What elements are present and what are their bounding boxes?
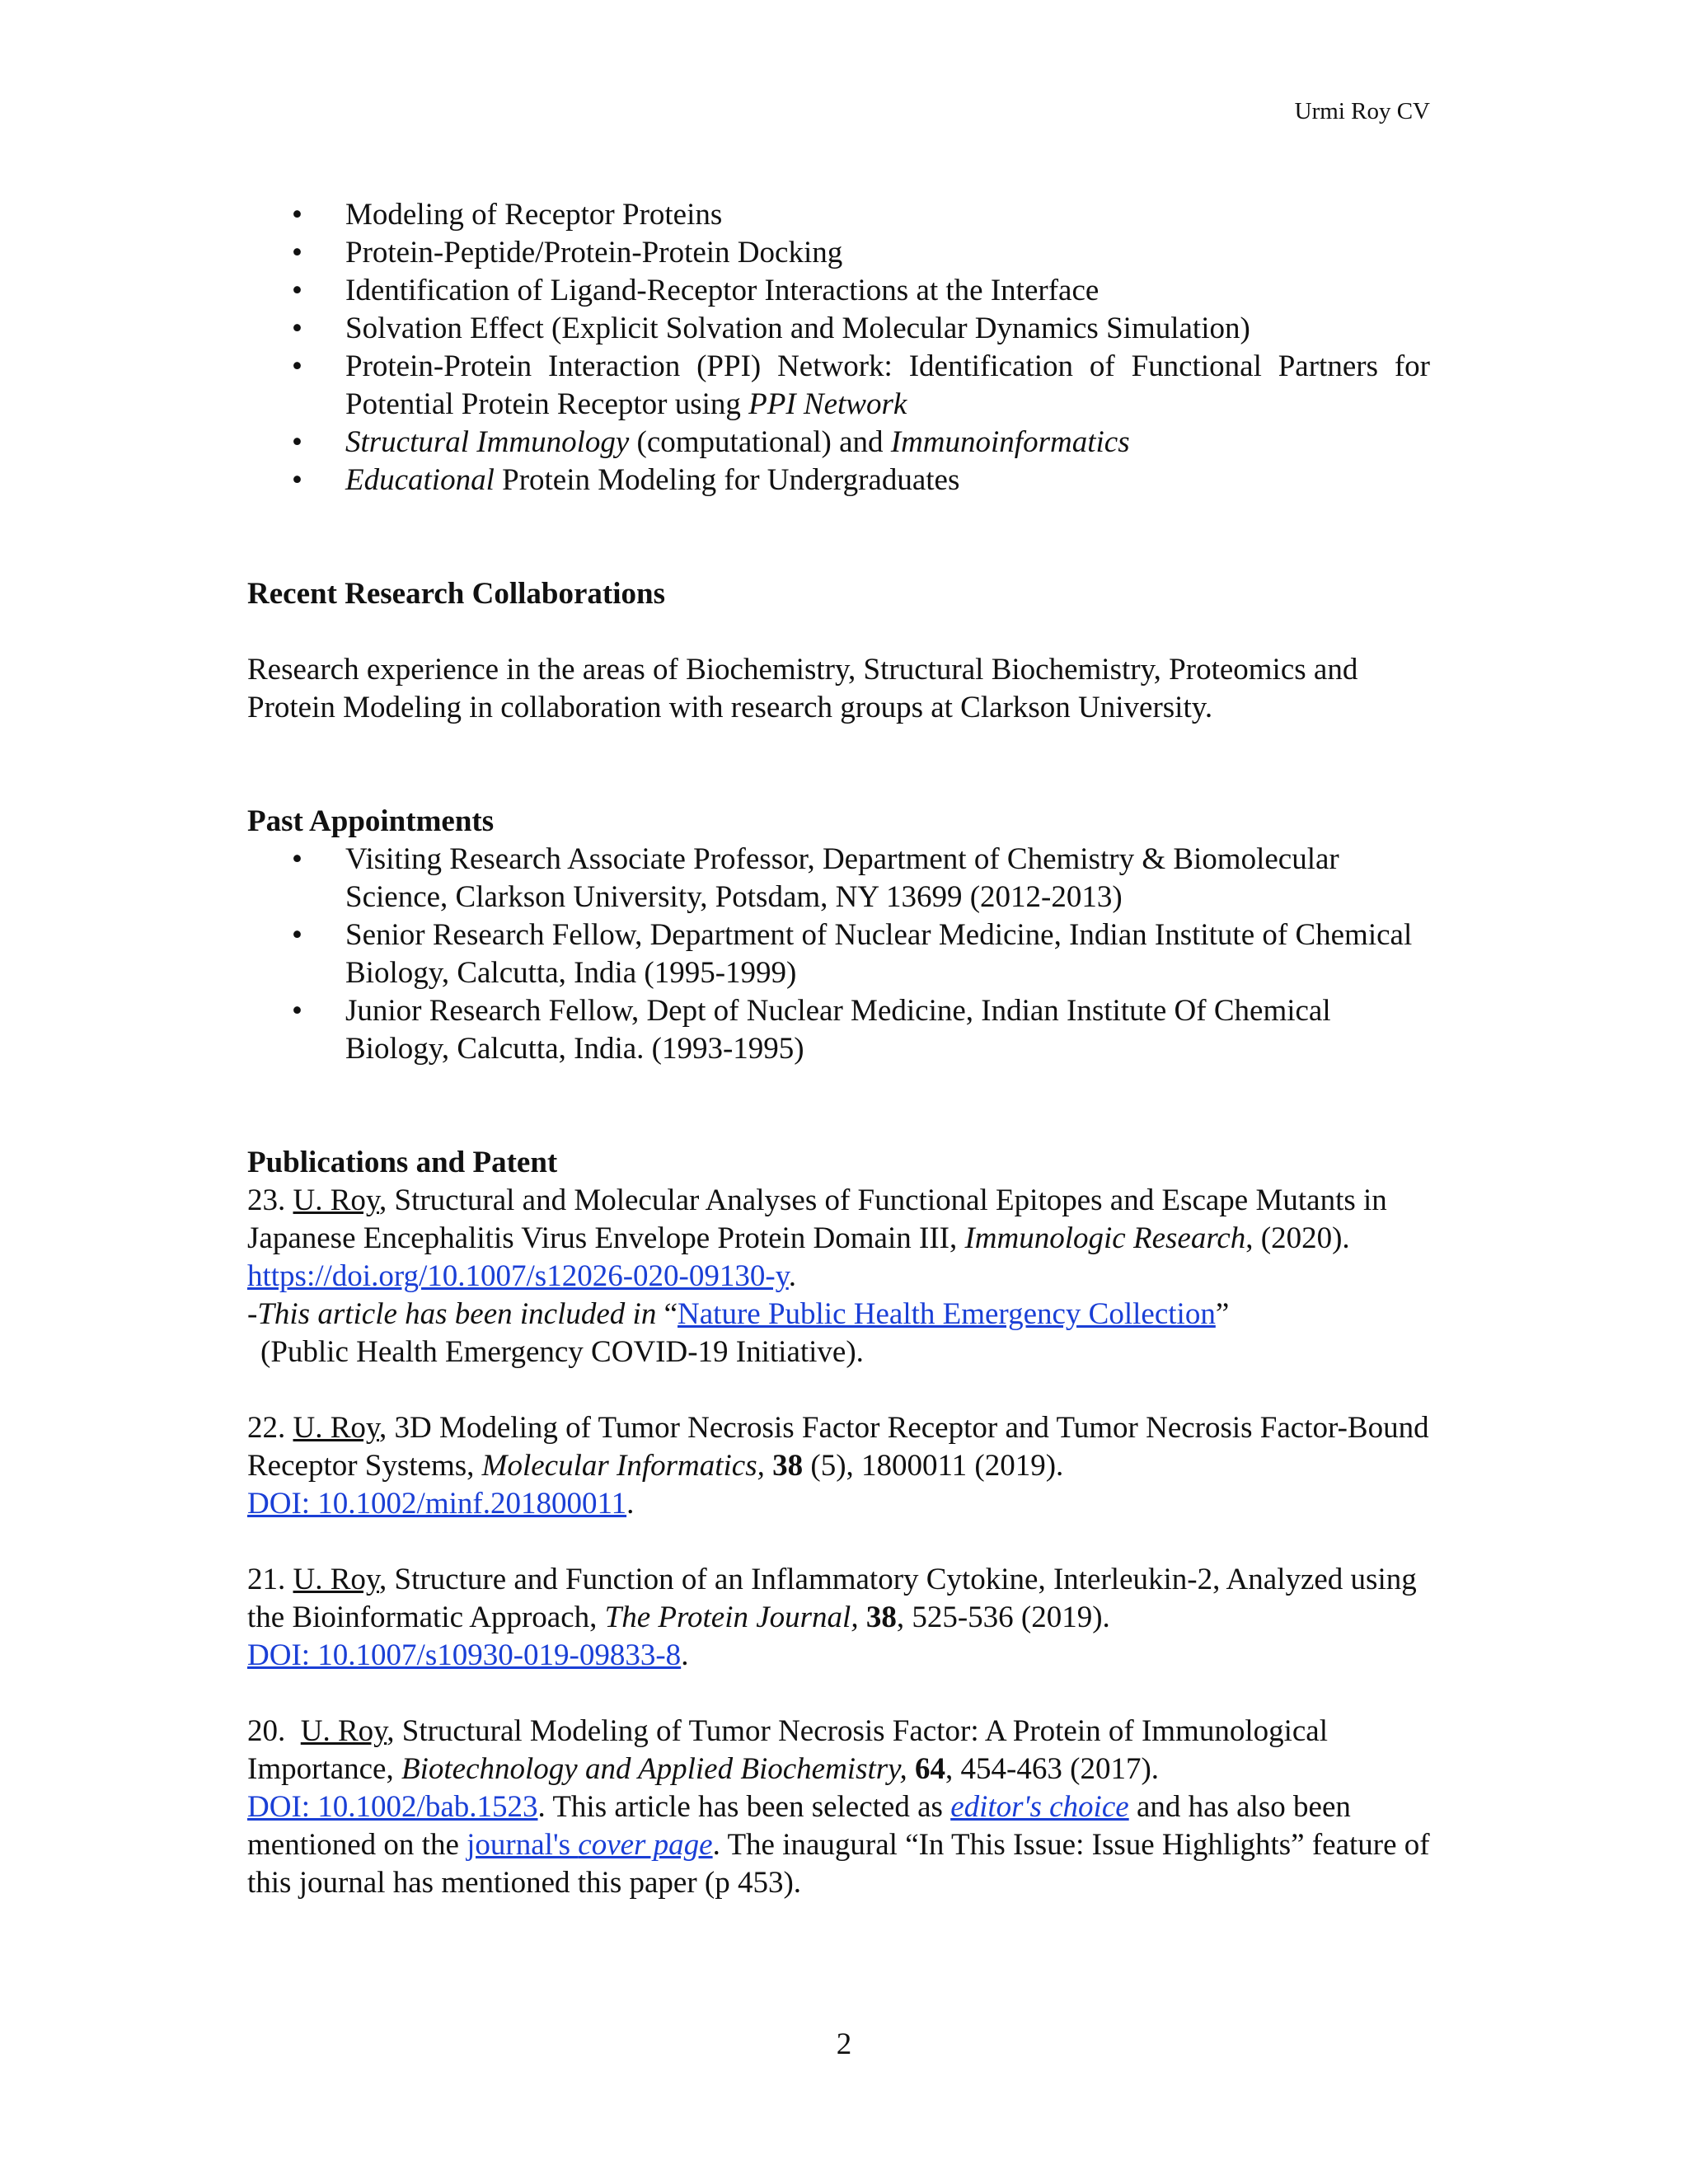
publications-heading: Publications and Patent xyxy=(247,1146,558,1179)
volume: 38 xyxy=(865,1601,897,1634)
author-name: U. Roy xyxy=(293,1183,379,1217)
collection-link[interactable]: Nature Public Health Emergency Collection xyxy=(678,1297,1216,1331)
cover-page-link[interactable]: journal's cover page xyxy=(467,1828,713,1862)
list-item: • Educational Protein Modeling for Undergraduates xyxy=(247,462,1430,499)
collaborations-heading: Recent Research Collaborations xyxy=(247,577,665,611)
list-item: • Solvation Effect (Explicit Solvation and Molecular Dynamics Simulation) xyxy=(247,310,1430,348)
past-appointments-list xyxy=(247,841,1430,1068)
list-item: • Visiting Research Associate Professor, Department of Chemistry & Biomolecular Science, Clarkson University, Potsdam, NY 13699 (2012-2013) xyxy=(247,841,1430,916)
list-item: • Structural Immunology (computational) and Immunoinformatics xyxy=(247,424,1430,462)
page-number: 2 xyxy=(836,2027,852,2061)
list-item: • Identification of Ligand-Receptor Interactions at the Interface xyxy=(247,272,1430,310)
author-name: U. Roy xyxy=(300,1714,387,1748)
editors-choice-link[interactable]: editor's choice xyxy=(950,1790,1129,1824)
journal-name: Molecular Informatics, xyxy=(481,1449,765,1483)
page-content xyxy=(247,196,1430,1902)
doi-link[interactable]: DOI: 10.1002/bab.1523 xyxy=(247,1790,538,1824)
journal-name: Immunologic Research xyxy=(964,1221,1246,1255)
list-item: • Senior Research Fellow, Department of Nuclear Medicine, Indian Institute of Chemical Biology, Calcutta, India (1995-1999) xyxy=(247,916,1430,992)
author-name: U. Roy xyxy=(293,1411,379,1445)
research-interests-list xyxy=(247,196,1430,499)
collaborations-paragraph: Research experience in the areas of Biochemistry, Structural Biochemistry, Proteomics and Protein Modeling in collaboration with research groups at Clarkson University. xyxy=(247,653,1358,724)
list-item: • Protein-Protein Interaction (PPI) Network: Identification of Functional Partners for Potential Protein Receptor using PPI Network xyxy=(247,348,1430,424)
running-header: Urmi Roy CV xyxy=(1294,98,1430,124)
publication-21: 21. U. Roy, Structure and Function of an Inflammatory Cytokine, Interleukin-2, Analyzed using the Bioinformatic Approach, The Protein Journal, 38, 525-536 (2019). DOI: 10.1007/s10930-019-09833-8. xyxy=(247,1563,1417,1672)
list-item: • Protein-Peptide/Protein-Protein Docking xyxy=(247,234,1430,272)
past-appointments-heading: Past Appointments xyxy=(247,804,495,838)
doi-link[interactable]: https://doi.org/10.1007/s12026-020-09130-y xyxy=(247,1259,789,1293)
journal-name: Biotechnology and Applied Biochemistry, xyxy=(401,1752,907,1786)
doi-link[interactable]: DOI: 10.1007/s10930-019-09833-8 xyxy=(247,1638,682,1672)
list-item: • Modeling of Receptor Proteins xyxy=(247,196,1430,234)
volume: 64 xyxy=(915,1752,946,1786)
publication-22: 22. U. Roy, 3D Modeling of Tumor Necrosis Factor Receptor and Tumor Necrosis Factor-Bound Receptor Systems, Molecular Informatics, 38 (5), 1800011 (2019). DOI: 10.1002/minf.201800011. xyxy=(247,1411,1429,1521)
list-item: • Junior Research Fellow, Dept of Nuclear Medicine, Indian Institute Of Chemical Biology, Calcutta, India. (1993-1995) xyxy=(247,992,1430,1068)
author-name: U. Roy xyxy=(293,1563,379,1596)
publication-20: 20. U. Roy, Structural Modeling of Tumor Necrosis Factor: A Protein of Immunological Importance, Biotechnology and Applied Biochemistry, 64, 454-463 (2017). DOI: 10.1002/bab.1523. This article has been selected as editor's choice and has also been mentioned on the journal's cover page. The inaugural “In This Issue: Issue Highlights” feature of this journal has mentioned this paper (p 453). xyxy=(247,1714,1430,1900)
doi-link[interactable]: DOI: 10.1002/minf.201800011 xyxy=(247,1487,627,1521)
journal-name: The Protein Journal, xyxy=(604,1601,859,1634)
volume: 38 xyxy=(772,1449,804,1483)
publication-23: 23. U. Roy, Structural and Molecular Analyses of Functional Epitopes and Escape Mutants in Japanese Encephalitis Virus Envelope Protein Domain III, Immunologic Research, (2020). https://doi.org/10.1007/s12026-020-09130-y. -This article has been included in “Nature Public Health Emergency Collection” (Public Health Emergency COVID-19 Initiative). xyxy=(247,1183,1387,1369)
